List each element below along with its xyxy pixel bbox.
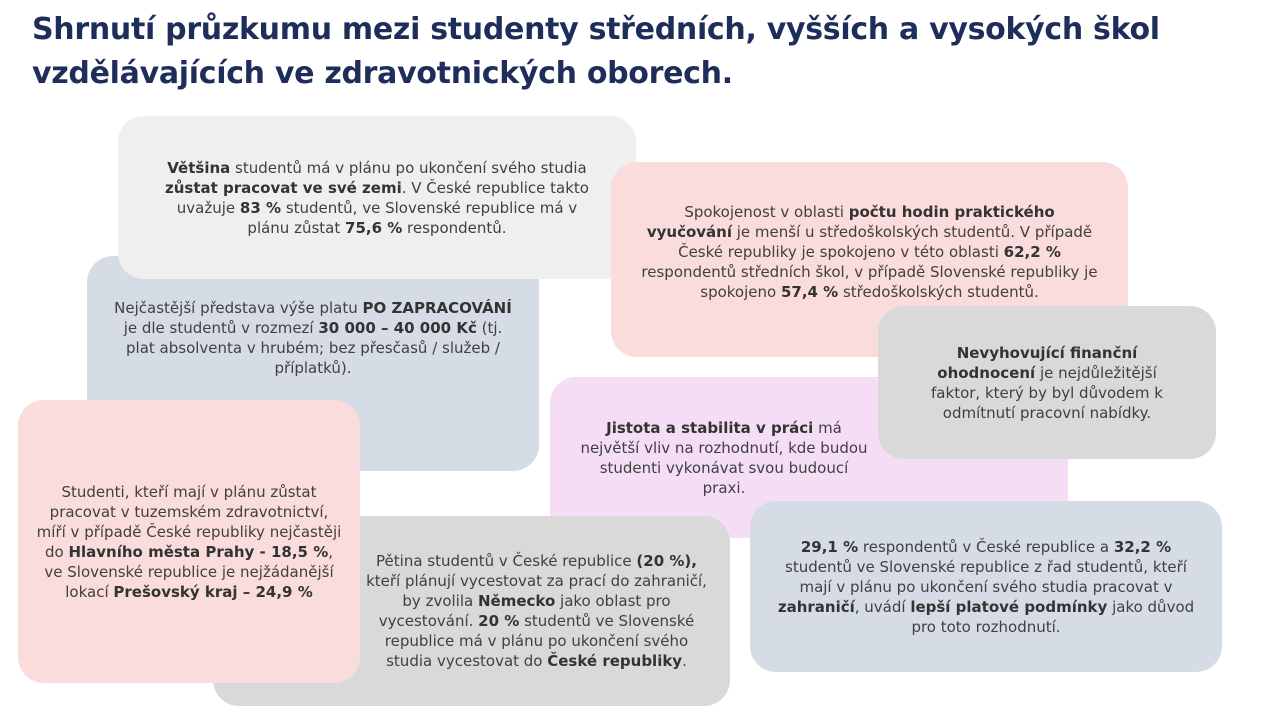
text-segment: respondentů středních škol, v případě Slovenské republiky je spokojeno	[641, 262, 1098, 301]
highlighted-text: (20 %),	[636, 552, 697, 570]
financial-reward-text	[918, 343, 1176, 423]
text-segment: kteří plánují vycestovat za prací do zahraničí, by zvolila	[366, 572, 707, 610]
highlighted-text: České republiky	[547, 652, 683, 670]
financial-reward-box	[878, 306, 1216, 459]
text-segment: Nejčastější představa výše platu	[114, 299, 363, 317]
stay-in-country-box	[118, 116, 636, 279]
text-segment: . V České republice takto uvažuje	[176, 178, 589, 217]
text-segment: má největší vliv na rozhodnutí, kde budou studenti vykonávat svou budoucí praxi.	[580, 418, 868, 497]
text-segment: je menší u středoškolských studentů. V případě České republiky je spokojeno v této oblasti	[678, 222, 1093, 261]
highlighted-text: Většina	[167, 158, 231, 177]
highlighted-text: 32,2 %	[1113, 537, 1172, 556]
highlighted-text: počtu hodin praktického vyučování	[646, 202, 1055, 241]
text-segment: je dle studentů v rozmezí	[123, 319, 319, 337]
text-segment: Studenti, kteří mají v plánu zůstat pracovat v tuzemském zdravotnictví, míří v případě České republiky nejčastěji do	[36, 482, 342, 561]
text-segment: (tj. plat absolventa v hrubém; bez přesčasů / služeb / příplatků).	[126, 319, 503, 377]
highlighted-text: Německo	[477, 592, 556, 610]
text-segment: , uvádí	[854, 597, 911, 616]
text-segment: respondentů.	[402, 218, 507, 237]
highlighted-text: 30 000 – 40 000 Kč	[318, 319, 477, 337]
highlighted-text: Jistota a stabilita v práci	[606, 418, 814, 437]
highlighted-text: Prešovský kraj – 24,9 %	[113, 582, 313, 601]
highlighted-text: 75,6 %	[345, 218, 403, 237]
work-abroad-reasons-text	[776, 537, 1196, 637]
highlighted-text: 83 %	[239, 198, 282, 217]
highlighted-text: zůstat pracovat ve své zemi	[165, 178, 402, 197]
highlighted-text: 20 %	[478, 612, 520, 630]
text-segment: , ve Slovenské republice je nejžádanější lokací	[44, 542, 334, 601]
job-stability-text	[580, 418, 868, 498]
highlighted-text: PO ZAPRACOVÁNÍ	[362, 299, 512, 317]
highlighted-text: Hlavního města Prahy - 18,5 %	[68, 542, 329, 561]
text-segment: je nejdůležitější faktor, který by byl důvodem k odmítnutí pracovní nabídky.	[931, 363, 1163, 422]
domestic-location-text	[36, 482, 342, 602]
text-segment: studentů, ve Slovenské republice má v plánu zůstat	[247, 198, 578, 237]
text-segment: jako oblast pro vycestování.	[378, 592, 671, 630]
page-title: Shrnutí průzkumu mezi studenty středních, vyšších a vysokých škol vzdělávajících ve zdravotnických oborech.	[32, 12, 1160, 91]
domestic-location-box	[18, 400, 360, 683]
work-abroad-reasons-box	[750, 501, 1222, 672]
text-segment: jako důvod pro toto rozhodnutí.	[911, 597, 1195, 636]
text-segment: studentů ve Slovenské republice má v plánu po ukončení svého studia vycestovat do	[384, 612, 695, 670]
text-segment: studentů ve Slovenské republice z řad studentů, kteří mají v plánu po ukončení svého studia pracovat v	[785, 557, 1187, 596]
salary-expectation-text	[107, 298, 519, 378]
text-segment: Pětina studentů v České republice	[376, 552, 637, 570]
text-segment: .	[682, 652, 687, 670]
text-segment: Spokojenost v oblasti	[684, 202, 849, 221]
practical-hours-text	[641, 202, 1098, 302]
text-segment: studentů má v plánu po ukončení svého studia	[230, 158, 587, 177]
highlighted-text: 57,4 %	[780, 282, 839, 301]
text-segment: respondentů v České republice a	[858, 537, 1114, 556]
highlighted-text: 62,2 %	[1003, 242, 1061, 261]
stay-in-country-text	[158, 158, 596, 238]
text-segment: středoškolských studentů.	[838, 282, 1039, 301]
highlighted-text: 29,1 %	[800, 537, 859, 556]
highlighted-text: zahraničí	[777, 597, 855, 616]
emigration-destination-text	[363, 551, 710, 671]
highlighted-text: lepší platové podmínky	[910, 597, 1108, 616]
highlighted-text: Nevyhovující finanční ohodnocení	[937, 343, 1138, 382]
